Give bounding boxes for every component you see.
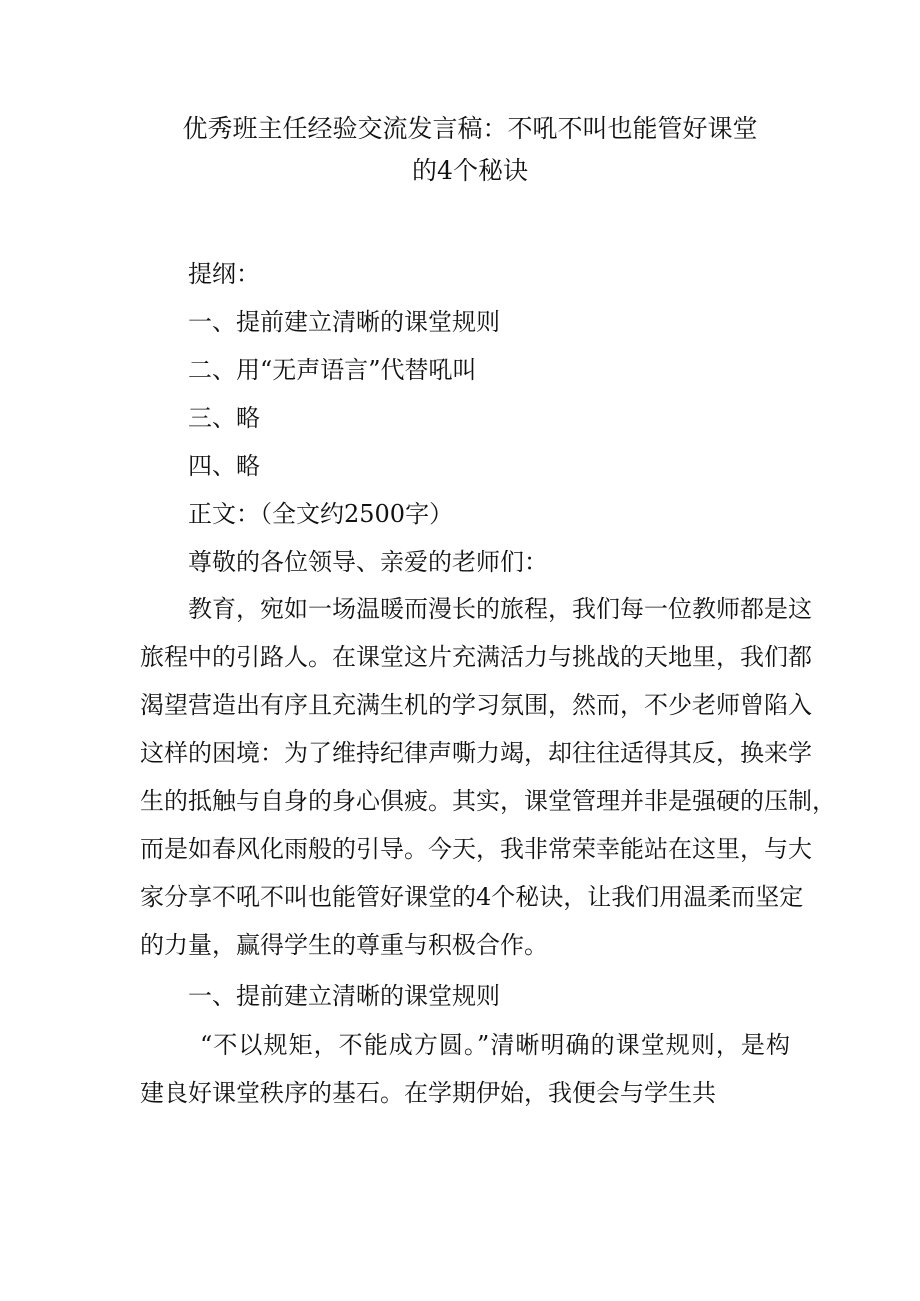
paragraph-2-line: 建良好课堂秩序的基石。在学期伊始，我便会与学生共 — [140, 1079, 716, 1107]
paragraph-1-line: 家分享不吼不叫也能管好课堂的4个秘诀，让我们用温柔而坚定 — [140, 883, 804, 911]
body-label: 正文：（全文约2500字） — [188, 500, 454, 528]
document-title-line-1: 优秀班主任经验交流发言稿：不吼不叫也能管好课堂 — [182, 114, 758, 143]
outline-label: 提纲： — [188, 260, 260, 288]
paragraph-1-line: 旅程中的引路人。在课堂这片充满活力与挑战的天地里，我们都 — [140, 643, 812, 671]
outline-item-2: 二、用“无声语言”代替吼叫 — [188, 356, 477, 384]
greeting: 尊敬的各位领导、亲爱的老师们： — [188, 548, 548, 576]
paragraph-1-line: 而是如春风化雨般的引导。今天，我非常荣幸能站在这里，与大 — [140, 835, 812, 863]
paragraph-1-line: 这样的困境：为了维持纪律声嘶力竭，却往往适得其反，换来学 — [140, 739, 812, 767]
paragraph-1-line: 生的抵触与自身的身心俱疲。其实，课堂管理并非是强硬的压制， — [140, 787, 836, 815]
outline-item-4: 四、略 — [188, 452, 260, 480]
section-1-heading: 一、提前建立清晰的课堂规则 — [188, 982, 500, 1010]
paragraph-1-line: 的力量，赢得学生的尊重与积极合作。 — [140, 931, 548, 959]
outline-item-3: 三、略 — [188, 404, 260, 432]
document-title-line-2: 的4个秘诀 — [412, 156, 528, 185]
paragraph-1-line: 教育，宛如一场温暖而漫长的旅程，我们每一位教师都是这 — [188, 595, 812, 623]
outline-item-1: 一、提前建立清晰的课堂规则 — [188, 308, 500, 336]
paragraph-2-line: “不以规矩，不能成方圆。”清晰明确的课堂规则，是构 — [200, 1031, 790, 1059]
paragraph-1-line: 渴望营造出有序且充满生机的学习氛围，然而，不少老师曾陷入 — [140, 691, 812, 719]
